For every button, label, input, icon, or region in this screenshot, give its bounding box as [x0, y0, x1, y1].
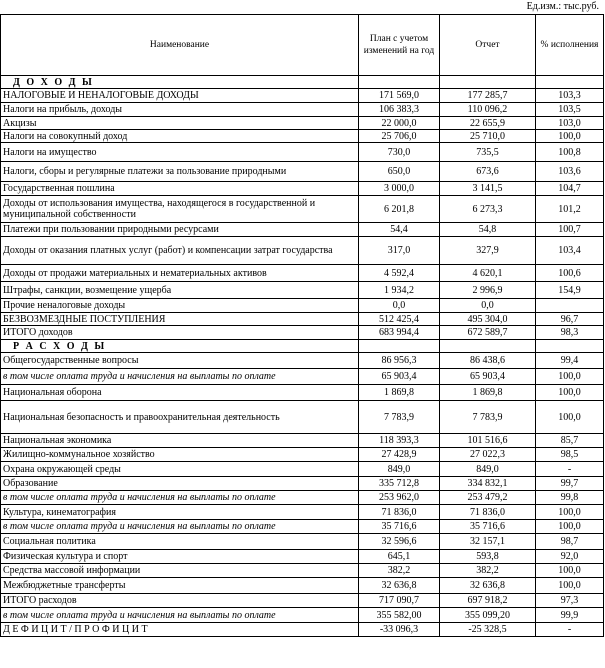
section-row [1, 76, 604, 89]
cell-fact [440, 76, 536, 89]
cell-name: Налоги, сборы и регулярные платежи за пользование природными [1, 162, 359, 182]
table-row [1, 448, 604, 462]
cell-pct: 99,4 [536, 353, 604, 369]
table-header-row [1, 15, 604, 76]
cell-plan: 86 956,3 [359, 353, 440, 369]
cell-fact: 65 903,4 [440, 369, 536, 385]
cell-pct: 100,0 [536, 564, 604, 578]
table-row [1, 623, 604, 637]
section-row [1, 340, 604, 353]
cell-pct: 92,0 [536, 550, 604, 564]
cell-pct: 98,3 [536, 326, 604, 340]
cell-fact: 27 022,3 [440, 448, 536, 462]
cell-name: БЕЗВОЗМЕЗДНЫЕ ПОСТУПЛЕНИЯ [1, 313, 359, 326]
table-row-including [1, 520, 604, 534]
cell-plan: 382,2 [359, 564, 440, 578]
cell-pct: 104,7 [536, 182, 604, 196]
table-row [1, 594, 604, 608]
cell-name: Налоги на совокупный доход [1, 130, 359, 143]
cell-plan: 7 783,9 [359, 401, 440, 434]
cell-fact: -25 328,5 [440, 623, 536, 637]
cell-pct: 103,4 [536, 237, 604, 265]
cell-plan: 683 994,4 [359, 326, 440, 340]
cell-fact: 25 710,0 [440, 130, 536, 143]
cell-pct: 98,7 [536, 534, 604, 550]
cell-name: Культура, кинематография [1, 505, 359, 520]
cell-fact: 177 285,7 [440, 89, 536, 103]
table-row [1, 103, 604, 117]
cell-plan: 54,4 [359, 223, 440, 237]
cell-name: Р А С Х О Д Ы [1, 340, 359, 353]
cell-name: Доходы от использования имущества, находящегося в государственной и муниципальной собственности [1, 196, 359, 223]
cell-name: Социальная политика [1, 534, 359, 550]
cell-name: Национальная экономика [1, 434, 359, 448]
cell-pct: 100,0 [536, 385, 604, 401]
cell-plan: 32 596,6 [359, 534, 440, 550]
table-row [1, 313, 604, 326]
cell-fact: 355 099,20 [440, 608, 536, 623]
table-row [1, 237, 604, 265]
cell-plan: 335 712,8 [359, 477, 440, 491]
cell-fact: 697 918,2 [440, 594, 536, 608]
cell-fact: 672 589,7 [440, 326, 536, 340]
cell-name: Налоги на имущество [1, 143, 359, 162]
cell-fact [440, 340, 536, 353]
header-name: Наименование [1, 15, 359, 76]
cell-plan: 106 383,3 [359, 103, 440, 117]
cell-name: Средства массовой информации [1, 564, 359, 578]
cell-name: Охрана окружающей среды [1, 462, 359, 477]
table-row [1, 89, 604, 103]
cell-pct: 100,0 [536, 578, 604, 594]
table-body [1, 76, 604, 637]
cell-fact: 7 783,9 [440, 401, 536, 434]
cell-plan: 22 000,0 [359, 117, 440, 130]
header-fact: Отчет [440, 15, 536, 76]
cell-name: ИТОГО расходов [1, 594, 359, 608]
table-row [1, 462, 604, 477]
table-row [1, 182, 604, 196]
table-row [1, 265, 604, 282]
cell-plan: 3 000,0 [359, 182, 440, 196]
cell-plan: 1 934,2 [359, 282, 440, 299]
cell-fact: 4 620,1 [440, 265, 536, 282]
cell-plan: 6 201,8 [359, 196, 440, 223]
cell-name: ИТОГО доходов [1, 326, 359, 340]
table-row [1, 143, 604, 162]
cell-fact: 86 438,6 [440, 353, 536, 369]
cell-plan: 650,0 [359, 162, 440, 182]
cell-name: Налоги на прибыль, доходы [1, 103, 359, 117]
cell-name: в том числе оплата труда и начисления на выплаты по оплате [1, 369, 359, 385]
cell-name: в том числе оплата труда и начисления на выплаты по оплате [1, 520, 359, 534]
cell-name: Доходы от продажи материальных и нематериальных активов [1, 265, 359, 282]
cell-name: Государственная пошлина [1, 182, 359, 196]
table-row [1, 326, 604, 340]
cell-fact: 6 273,3 [440, 196, 536, 223]
cell-pct: 99,8 [536, 491, 604, 505]
cell-name: Д О Х О Д Ы [1, 76, 359, 89]
cell-name: Д Е Ф И Ц И Т / П Р О Ф И Ц И Т [1, 623, 359, 637]
cell-fact: 253 479,2 [440, 491, 536, 505]
table-row [1, 505, 604, 520]
cell-name: НАЛОГОВЫЕ И НЕНАЛОГОВЫЕ ДОХОДЫ [1, 89, 359, 103]
cell-pct: 100,7 [536, 223, 604, 237]
table-row [1, 299, 604, 313]
table-row [1, 534, 604, 550]
cell-plan: 32 636,8 [359, 578, 440, 594]
cell-plan: 27 428,9 [359, 448, 440, 462]
cell-fact: 673,6 [440, 162, 536, 182]
cell-fact: 54,8 [440, 223, 536, 237]
cell-plan: 717 090,7 [359, 594, 440, 608]
cell-fact: 495 304,0 [440, 313, 536, 326]
cell-plan: 849,0 [359, 462, 440, 477]
cell-pct: 100,0 [536, 520, 604, 534]
cell-name: Прочие неналоговые доходы [1, 299, 359, 313]
table-row-including [1, 369, 604, 385]
cell-fact: 2 996,9 [440, 282, 536, 299]
cell-pct: 103,0 [536, 117, 604, 130]
cell-fact: 35 716,6 [440, 520, 536, 534]
cell-plan: 512 425,4 [359, 313, 440, 326]
cell-name: Межбюджетные трансферты [1, 578, 359, 594]
cell-plan: 253 962,0 [359, 491, 440, 505]
table-row [1, 578, 604, 594]
cell-plan: 35 716,6 [359, 520, 440, 534]
cell-name: в том числе оплата труда и начисления на выплаты по оплате [1, 608, 359, 623]
header-pct: % исполнения [536, 15, 604, 76]
table-row [1, 162, 604, 182]
cell-pct: 100,6 [536, 265, 604, 282]
cell-plan: 171 569,0 [359, 89, 440, 103]
table-row [1, 130, 604, 143]
cell-pct: 154,9 [536, 282, 604, 299]
cell-plan: 0,0 [359, 299, 440, 313]
table-row [1, 385, 604, 401]
cell-name: Физическая культура и спорт [1, 550, 359, 564]
table-row [1, 477, 604, 491]
cell-fact: 22 655,9 [440, 117, 536, 130]
cell-name: Образование [1, 477, 359, 491]
cell-fact: 3 141,5 [440, 182, 536, 196]
cell-fact: 110 096,2 [440, 103, 536, 117]
unit-note: Ед.изм.: тыс.руб. [526, 1, 599, 12]
cell-fact: 334 832,1 [440, 477, 536, 491]
cell-plan: 645,1 [359, 550, 440, 564]
cell-fact: 0,0 [440, 299, 536, 313]
cell-name: в том числе оплата труда и начисления на выплаты по оплате [1, 491, 359, 505]
cell-pct: 99,9 [536, 608, 604, 623]
cell-fact: 32 157,1 [440, 534, 536, 550]
cell-pct: 100,0 [536, 505, 604, 520]
cell-plan [359, 76, 440, 89]
cell-plan: 1 869,8 [359, 385, 440, 401]
cell-plan: -33 096,3 [359, 623, 440, 637]
cell-pct [536, 299, 604, 313]
cell-pct: 100,0 [536, 130, 604, 143]
header-plan: План с учетом изменений на год [359, 15, 440, 76]
table-row [1, 223, 604, 237]
cell-pct: 100,0 [536, 369, 604, 385]
cell-fact: 71 836,0 [440, 505, 536, 520]
cell-plan: 730,0 [359, 143, 440, 162]
table-row [1, 196, 604, 223]
cell-plan: 118 393,3 [359, 434, 440, 448]
cell-fact: 593,8 [440, 550, 536, 564]
cell-pct: 103,6 [536, 162, 604, 182]
table-row [1, 550, 604, 564]
cell-plan: 71 836,0 [359, 505, 440, 520]
cell-pct: 103,5 [536, 103, 604, 117]
table-row [1, 353, 604, 369]
cell-fact: 849,0 [440, 462, 536, 477]
cell-pct: - [536, 623, 604, 637]
cell-fact: 735,5 [440, 143, 536, 162]
cell-fact: 1 869,8 [440, 385, 536, 401]
cell-name: Национальная оборона [1, 385, 359, 401]
cell-plan: 4 592,4 [359, 265, 440, 282]
table-row-including [1, 608, 604, 623]
table-row [1, 401, 604, 434]
cell-fact: 327,9 [440, 237, 536, 265]
cell-plan: 65 903,4 [359, 369, 440, 385]
table-row [1, 117, 604, 130]
cell-name: Акцизы [1, 117, 359, 130]
cell-plan: 25 706,0 [359, 130, 440, 143]
table-row [1, 282, 604, 299]
cell-name: Штрафы, санкции, возмещение ущерба [1, 282, 359, 299]
cell-fact: 382,2 [440, 564, 536, 578]
cell-pct: 97,3 [536, 594, 604, 608]
cell-pct: - [536, 462, 604, 477]
cell-pct: 100,0 [536, 401, 604, 434]
cell-plan [359, 340, 440, 353]
cell-pct: 101,2 [536, 196, 604, 223]
cell-fact: 101 516,6 [440, 434, 536, 448]
cell-pct: 103,3 [536, 89, 604, 103]
cell-pct [536, 340, 604, 353]
table-row-including [1, 491, 604, 505]
cell-pct: 85,7 [536, 434, 604, 448]
cell-pct: 96,7 [536, 313, 604, 326]
cell-plan: 317,0 [359, 237, 440, 265]
budget-execution-table [0, 14, 604, 637]
cell-name: Жилищно-коммунальное хозяйство [1, 448, 359, 462]
table-row [1, 564, 604, 578]
table-row [1, 434, 604, 448]
cell-name: Общегосударственные вопросы [1, 353, 359, 369]
cell-plan: 355 582,00 [359, 608, 440, 623]
cell-pct: 98,5 [536, 448, 604, 462]
cell-name: Платежи при пользовании природными ресурсами [1, 223, 359, 237]
cell-name: Национальная безопасность и правоохранительная деятельность [1, 401, 359, 434]
cell-pct: 99,7 [536, 477, 604, 491]
cell-fact: 32 636,8 [440, 578, 536, 594]
cell-pct: 100,8 [536, 143, 604, 162]
cell-pct [536, 76, 604, 89]
cell-name: Доходы от оказания платных услуг (работ) и компенсации затрат государства [1, 237, 359, 265]
